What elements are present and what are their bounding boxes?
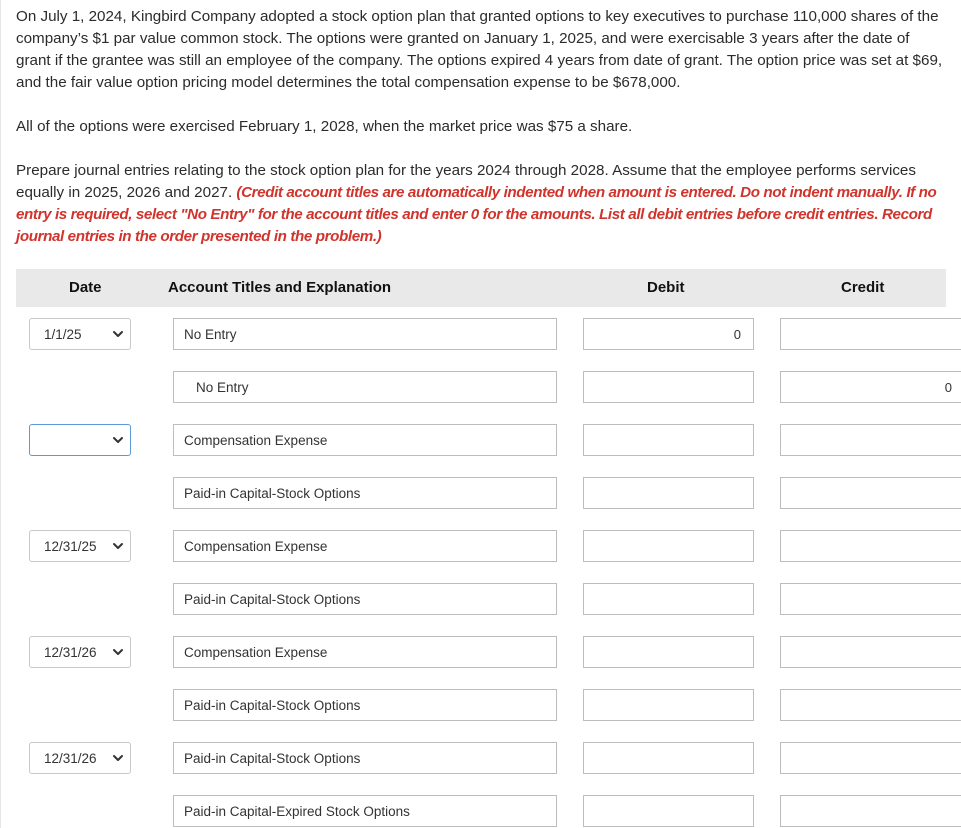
account-title-field[interactable] — [173, 477, 557, 509]
journal-row — [0, 583, 961, 617]
account-title-value: Paid-in Capital-Stock Options — [184, 592, 361, 607]
credit-amount-input[interactable] — [780, 795, 961, 827]
header-debit: Debit — [647, 279, 685, 296]
account-title-field[interactable] — [173, 689, 557, 721]
account-title-field[interactable] — [173, 795, 557, 827]
account-title-value: Paid-in Capital-Stock Options — [184, 751, 361, 766]
debit-amount-input[interactable] — [583, 689, 754, 721]
journal-row — [0, 371, 961, 405]
header-account: Account Titles and Explanation — [168, 279, 392, 296]
journal-row — [0, 636, 961, 670]
problem-paragraph-3 — [16, 160, 948, 248]
debit-amount-input[interactable] — [583, 424, 754, 456]
account-title-value: Paid-in Capital-Expired Stock Options — [184, 804, 410, 819]
date-select[interactable] — [29, 424, 131, 456]
account-title-field[interactable] — [173, 636, 557, 668]
account-title-field[interactable] — [173, 371, 557, 403]
problem-paragraph-2: All of the options were exercised February 1, 2028, when the market price was $75 a share. — [16, 118, 633, 135]
debit-amount-input[interactable] — [583, 795, 754, 827]
account-title-value: No Entry — [184, 327, 237, 342]
account-title-field[interactable] — [173, 530, 557, 562]
credit-amount-input[interactable] — [780, 477, 961, 509]
account-title-field[interactable] — [173, 583, 557, 615]
debit-amount-input[interactable] — [583, 318, 754, 350]
header-credit: Credit — [841, 279, 885, 296]
chevron-down-icon — [112, 540, 124, 552]
problem-paragraph-3-text: Prepare journal entries relating to the stock option plan for the years 2024 through 2028. Assume that the employee performs services equally in 2025, 2026 and 2027. — [16, 162, 916, 201]
date-select-value: 12/31/26 — [44, 645, 97, 660]
problem-text — [16, 6, 948, 248]
instructions-note: (Credit account titles are automatically indented when amount is entered. Do not indent manually. If no entry is required, select "No Entry" for the account titles and enter 0 for the amounts. List all debit entries before credit entries. Record journal entries in the order presented in the problem.) — [16, 184, 937, 245]
credit-amount-input[interactable] — [780, 371, 961, 403]
debit-amount-input[interactable] — [583, 530, 754, 562]
journal-row — [0, 689, 961, 723]
date-select[interactable] — [29, 530, 131, 562]
debit-amount-input[interactable] — [583, 636, 754, 668]
account-title-field[interactable] — [173, 424, 557, 456]
account-title-value: Compensation Expense — [184, 645, 328, 660]
credit-amount-input[interactable] — [780, 318, 961, 350]
account-title-value: No Entry — [196, 380, 249, 395]
journal-row — [0, 530, 961, 564]
credit-amount-input[interactable] — [780, 636, 961, 668]
journal-row — [0, 318, 961, 352]
date-select-value: 12/31/26 — [44, 751, 97, 766]
date-select[interactable] — [29, 742, 131, 774]
credit-amount-input[interactable] — [780, 424, 961, 456]
chevron-down-icon — [112, 646, 124, 658]
chevron-down-icon — [112, 328, 124, 340]
journal-row — [0, 477, 961, 511]
account-title-value: Paid-in Capital-Stock Options — [184, 486, 361, 501]
account-title-value: Compensation Expense — [184, 433, 328, 448]
date-select-value: 1/1/25 — [44, 327, 82, 342]
journal-row — [0, 795, 961, 828]
journal-table-header — [16, 269, 946, 307]
debit-amount-input[interactable] — [583, 477, 754, 509]
credit-amount-input[interactable] — [780, 530, 961, 562]
debit-amount-input[interactable] — [583, 583, 754, 615]
date-select[interactable] — [29, 318, 131, 350]
credit-amount-input[interactable] — [780, 689, 961, 721]
account-title-field[interactable] — [173, 318, 557, 350]
account-title-value: Paid-in Capital-Stock Options — [184, 698, 361, 713]
credit-amount-value: 0 — [944, 380, 952, 395]
journal-row — [0, 424, 961, 458]
chevron-down-icon — [112, 434, 124, 446]
header-date: Date — [69, 279, 102, 296]
debit-amount-input[interactable] — [583, 742, 754, 774]
account-title-value: Compensation Expense — [184, 539, 328, 554]
problem-paragraph-1: On July 1, 2024, Kingbird Company adopted a stock option plan that granted options to key executives to purchase 110,000 shares of the company’s $1 par value common stock. The options were granted on January 1, 2025, and were exercisable 3 years after the date of grant if the grantee was still an employee of the company. The options expired 4 years from date of grant. The option price was set at $69, and the fair value option pricing model determines the total compensation expense to be $678,000. — [16, 8, 943, 91]
chevron-down-icon — [112, 752, 124, 764]
date-select-value: 12/31/25 — [44, 539, 97, 554]
credit-amount-input[interactable] — [780, 583, 961, 615]
journal-row — [0, 742, 961, 776]
account-title-field[interactable] — [173, 742, 557, 774]
debit-amount-value: 0 — [733, 327, 741, 342]
credit-amount-input[interactable] — [780, 742, 961, 774]
debit-amount-input[interactable] — [583, 371, 754, 403]
date-select[interactable] — [29, 636, 131, 668]
